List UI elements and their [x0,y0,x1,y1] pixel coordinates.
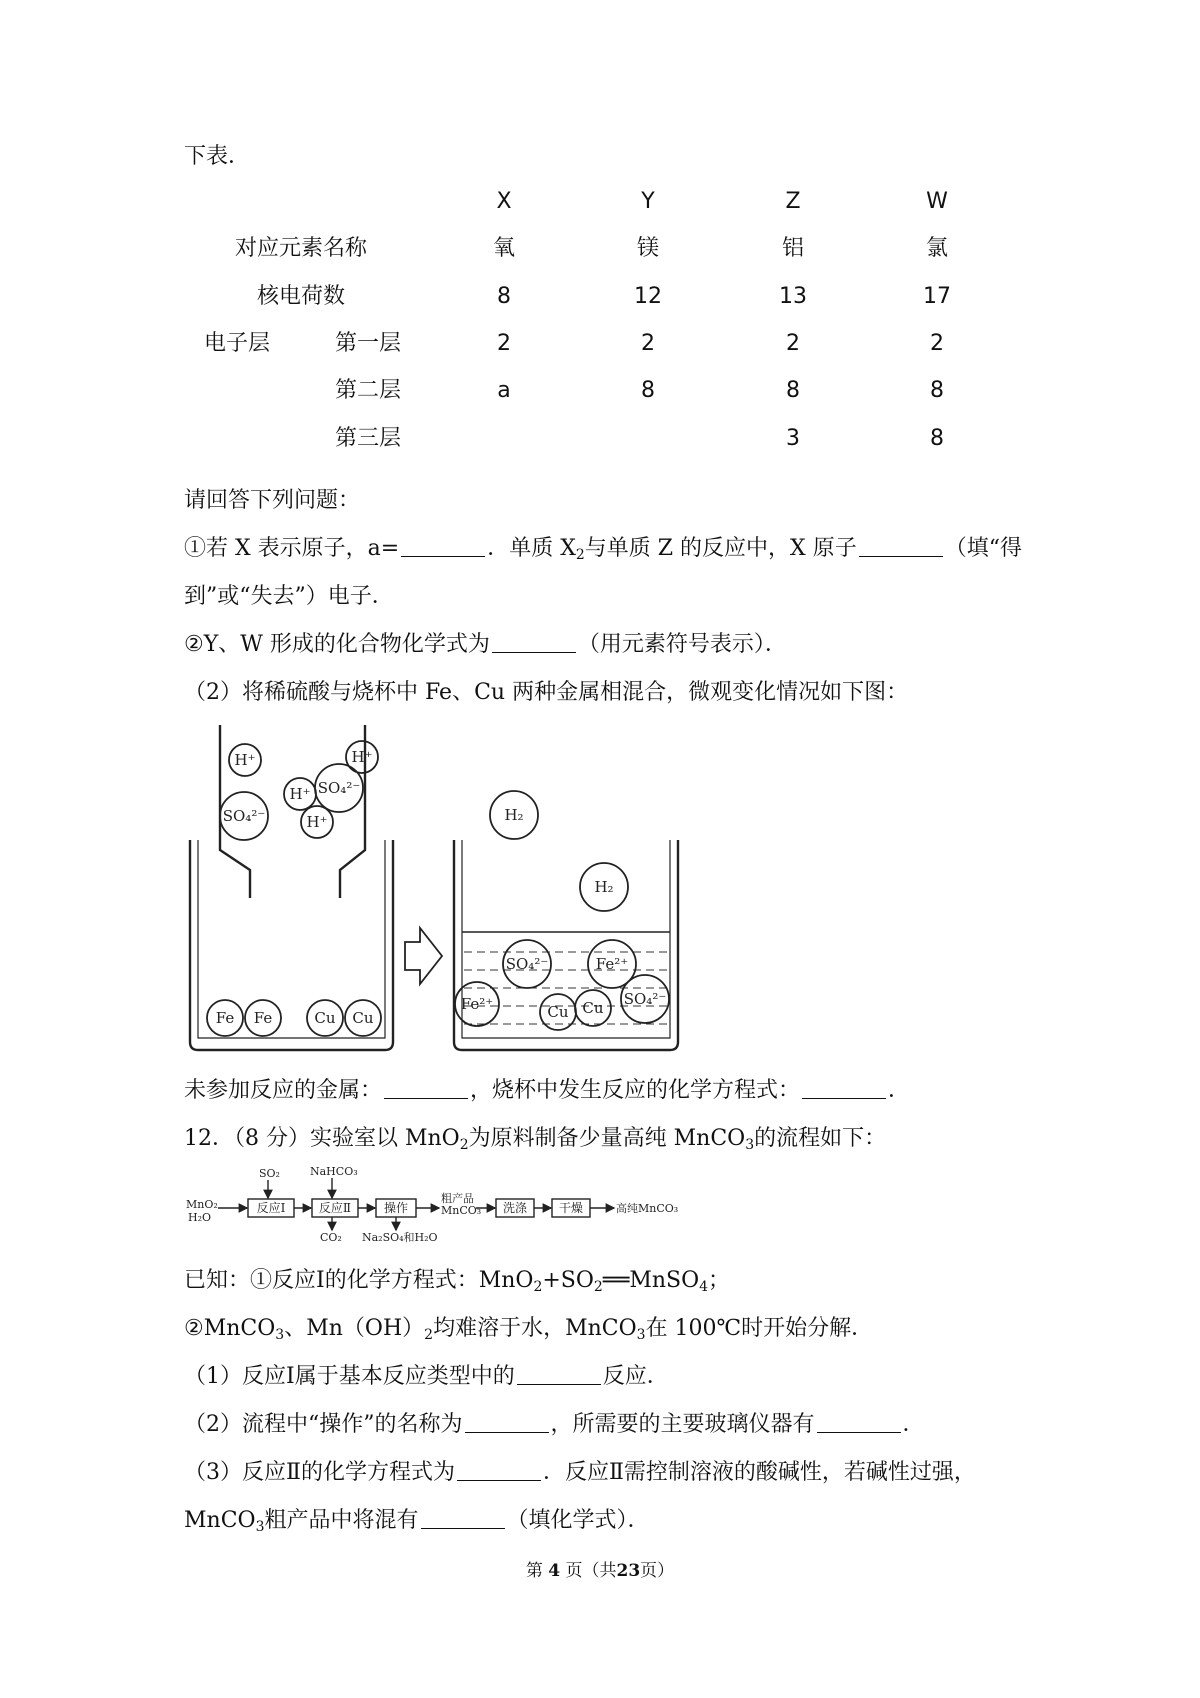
text: 页） [640,1561,675,1581]
text: ①若 X 表示原子，a= [184,536,400,561]
flow-product: 高纯MnCO₃ [616,1202,679,1215]
text: ══MnSO [602,1268,700,1293]
text: 12．（8 分）实验室以 MnO [184,1126,460,1151]
table-header-z: Z [785,189,801,214]
subscript: 3 [255,1519,265,1535]
row-label-shell3: 第三层 [334,426,402,451]
flow-input: MnO₂ [186,1198,218,1211]
question-12 [184,1124,886,1160]
text: ．单质 X [487,536,576,561]
flow-reagent: SO₂ [259,1167,280,1180]
flow-input: H₂O [188,1211,212,1224]
table-cell: 8 [497,284,511,309]
answer-blank[interactable] [457,1460,541,1481]
question-prompt: 请回答下列问题： [184,488,361,513]
text: （3）反应Ⅱ的化学方程式为 [184,1460,455,1485]
page-total: 23 [616,1561,641,1581]
flow-box-label: 干燥 [558,1201,584,1215]
text: （填化学式）． [506,1508,650,1533]
ion-label: SO₄²⁻ [505,955,549,973]
subscript: 2 [593,1279,603,1295]
ion-label: Fe²⁺ [595,955,629,973]
ion-label: SO₄²⁻ [623,990,667,1008]
metal-label: Cu [582,999,604,1017]
metal-label: Cu [547,1003,569,1021]
sub-question-3-line2 [184,1506,650,1542]
ion-label: H⁺ [289,785,311,803]
answer-blank[interactable] [465,1412,549,1433]
beaker-diagram [180,720,740,1060]
process-flowchart [186,1166,726,1248]
flow-byproduct: CO₂ [320,1231,342,1244]
text: （2）流程中“操作”的名称为 [184,1412,463,1437]
table-cell: 8 [930,378,944,403]
question-2 [184,630,787,660]
text: 与单质 Z 的反应中，X 原子 [584,536,857,561]
flow-reagent: NaHCO₃ [310,1166,358,1178]
table-cell: 铝 [781,236,805,261]
metal-label: Cu [352,1009,374,1027]
text: 为原料制备少量高纯 MnCO [468,1126,746,1151]
text: ； [708,1268,731,1293]
text: ②MnCO [184,1316,276,1341]
metal-label: Fe [215,1009,235,1027]
text: 反应． [602,1364,669,1389]
table-cell: 12 [634,284,662,309]
text: ． [902,1412,925,1437]
known-2 [184,1314,873,1350]
row-label-shell1: 第一层 [334,331,402,356]
text: 在 100℃时开始分解． [645,1316,874,1341]
text: MnCO [184,1508,256,1533]
subscript: 3 [636,1327,646,1343]
table-cell: 17 [923,284,951,309]
flow-box-label: 反应Ⅰ [256,1201,286,1215]
table-cell: 3 [786,426,800,451]
table-header-x: X [496,189,512,214]
part-2-text: （2）将稀硫酸与烧杯中 Fe、Cu 两种金属相混合，微观变化情况如下图： [184,680,909,705]
text: 未参加反应的金属： [184,1078,383,1103]
text: 页（共 [565,1561,617,1581]
answer-blank[interactable] [421,1508,505,1529]
table-cell: 2 [497,331,511,356]
arrow-icon [405,928,442,984]
subscript: 2 [424,1327,434,1343]
gas-label: H₂ [594,878,614,896]
answer-blank[interactable] [517,1364,601,1385]
flow-crude: 粗产品 [441,1192,474,1205]
known-1 [184,1266,730,1302]
ion-label: Fe²⁺ [460,995,494,1013]
ion-label: SO₄²⁻ [222,807,266,825]
row-label-shell2: 第二层 [334,378,402,403]
answer-line [184,1076,910,1106]
flow-box-label: 反应Ⅱ [318,1201,352,1215]
text: +SO [542,1268,594,1293]
intro-text: 下表． [184,144,251,169]
subscript: 2 [459,1137,469,1153]
subscript: 4 [699,1279,709,1295]
text: ，烧杯中发生反应的化学方程式： [470,1078,801,1103]
text: （填“得 [944,536,1022,561]
text: 已知：①反应Ⅰ的化学方程式：MnO [184,1268,534,1293]
table-cell: 镁 [636,236,660,261]
table-cell: a [497,378,511,403]
sub-question-2 [184,1410,925,1440]
answer-blank[interactable] [401,536,485,557]
metal-label: Cu [314,1009,336,1027]
flow-box-label: 洗涤 [502,1201,528,1215]
table-cell: 8 [786,378,800,403]
table-cell: 氯 [925,236,949,261]
text: 、Mn（OH） [284,1316,425,1341]
page-number: 4 [548,1561,561,1581]
gas-label: H₂ [504,806,524,824]
text: ②Y、W 形成的化合物化学式为 [184,632,490,657]
text: 的流程如下： [754,1126,887,1151]
text: 第 [525,1561,543,1581]
flow-crude: MnCO₃ [441,1204,482,1217]
ion-label: H⁺ [306,813,328,831]
answer-blank[interactable] [492,632,576,653]
ion-label: H⁺ [234,751,256,769]
table-cell: 2 [786,331,800,356]
flow-byproduct: Na₂SO₄和H₂O [362,1231,438,1244]
sub-question-3-line1 [184,1458,976,1488]
text: （用元素符号表示）． [577,632,787,657]
ion-label: SO₄²⁻ [317,779,361,797]
text: ．反应Ⅱ需控制溶液的酸碱性，若碱性过强， [542,1460,976,1485]
answer-blank[interactable] [802,1078,886,1099]
text: （1）反应Ⅰ属于基本反应类型中的 [184,1364,515,1389]
table-header-y: Y [641,189,655,214]
subscript: 3 [745,1137,755,1153]
row-label-shell-group: 电子层 [203,331,271,356]
answer-blank[interactable] [384,1078,468,1099]
table-cell: 8 [930,426,944,451]
subscript: 2 [533,1279,543,1295]
row-label-name: 对应元素名称 [234,236,368,261]
text: ，所需要的主要玻璃仪器有 [550,1412,815,1437]
table-cell: 13 [779,284,807,309]
table-cell: 8 [641,378,655,403]
row-label-charge: 核电荷数 [256,284,346,309]
flow-box-label: 操作 [383,1201,409,1215]
text: 粗产品中将混有 [264,1508,419,1533]
answer-blank[interactable] [817,1412,901,1433]
answer-blank[interactable] [859,536,943,557]
table-header-w: W [926,189,948,214]
table-cell: 氧 [492,236,516,261]
page-footer [0,1556,1200,1581]
text: 均难溶于水，MnCO [433,1316,637,1341]
subscript: 3 [275,1327,285,1343]
ion-label: H⁺ [351,748,373,766]
table-cell: 2 [641,331,655,356]
sub-question-1 [184,1362,669,1392]
metal-label: Fe [253,1009,273,1027]
question-1-line1 [184,534,1022,570]
question-1-line2: 到”或“失去”）电子． [184,584,394,609]
subscript: 2 [575,547,585,563]
table-cell: 2 [930,331,944,356]
text: ． [888,1078,911,1103]
